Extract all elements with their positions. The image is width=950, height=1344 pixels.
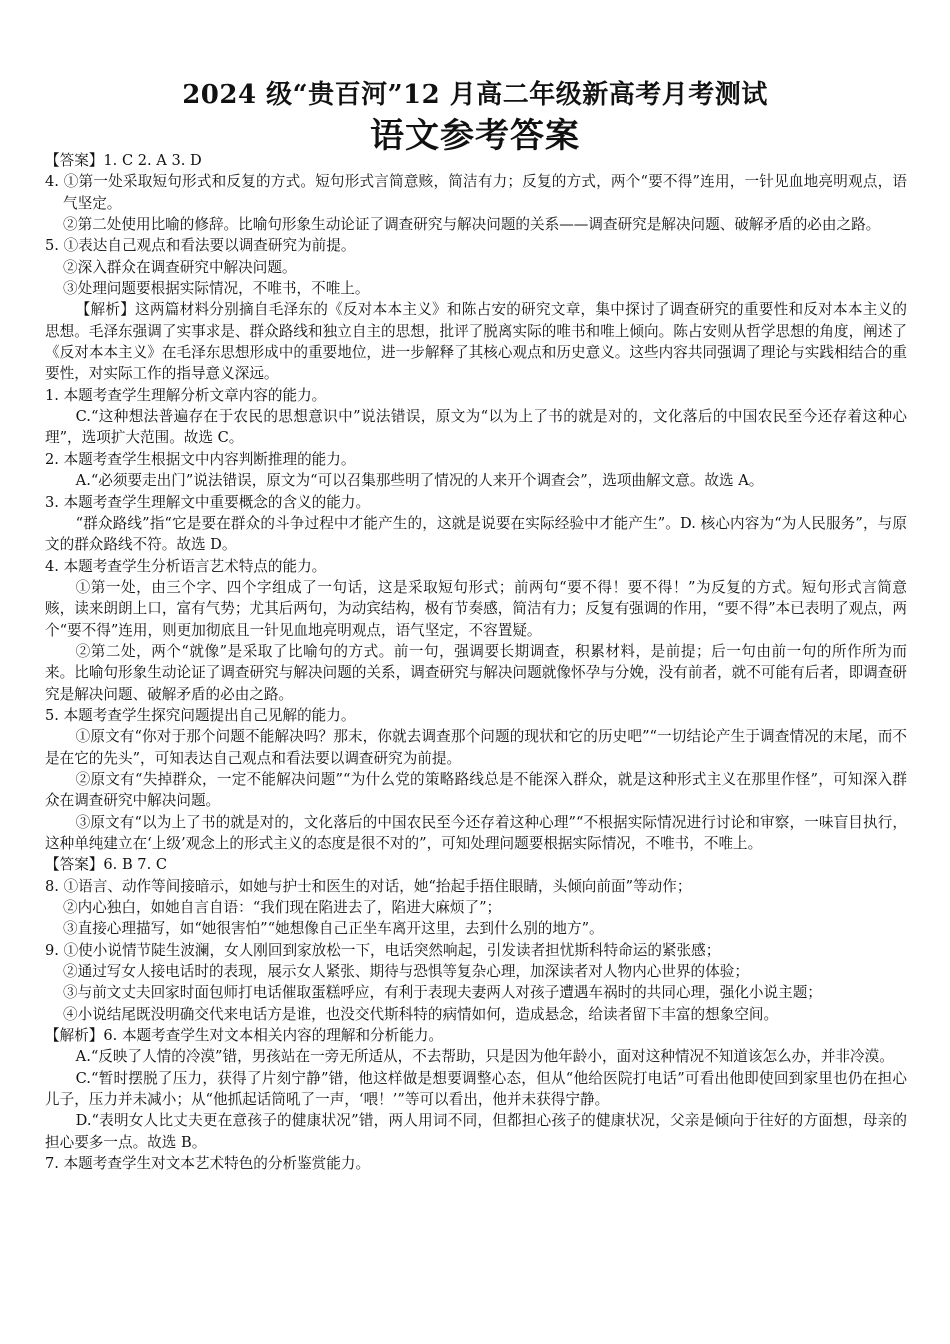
answer-line: ③直接心理描写，如“她很害怕”“她想像自己正坐车离开这里，去到什么别的地方”。 (63, 920, 604, 938)
analysis-paragraph: C.“暂时摆脱了压力，获得了片刻宁静”错，他这样做是想要调整心态，但从“他给医院打电话”可看出他即使回到家里也仍在担心儿子，压力并未减小；从“他抓起话筒吼了一声，‘喂！’”等可以看出，他并未获得宁静。 (45, 1069, 907, 1109)
answer-line: ③处理问题要根据实际情况，不唯书，不唯上。 (63, 280, 370, 298)
answer-line: 9. ①使小说情节陡生波澜，女人刚回到家放松一下，电话突然响起，引发读者担忧斯科特命运的紧张感； (45, 941, 721, 959)
answer-key-title: 语文参考答案 (370, 116, 580, 156)
analysis-paragraph: D.“表明女人比丈夫更在意孩子的健康状况”错，两人用词不同，但都担心孩子的健康状况，父亲是倾向于往好的方面想，母亲的担心要多一点。故选 B。 (45, 1112, 907, 1151)
answer-line: ②通过写女人接电话时的表现，展示女人紧张、期待与恐惧等复杂心理，加深读者对人物内心世界的体验； (63, 963, 749, 981)
analysis-paragraph: A.“反映了人情的冷漠”错，男孩站在一旁无所适从，不去帮助，只是因为他年龄小，面对这种情况不知道该怎么办，并非冷漠。 (75, 1048, 894, 1066)
answer-line: 5. ①表达自己观点和看法要以调查研究为前提。 (45, 237, 356, 255)
analysis-paragraph: 【解析】这两篇材料分别摘自毛泽东的《反对本本主义》和陈占安的研究文章，集中探讨了调查研究的重要性和反对本本主义的思想。毛泽东强调了实事求是、群众路线和独立自主的思想，批评了脱离实际的唯书和唯上倾向。陈占安则从哲学思想的角度，阐述了《反对本本主义》在毛泽东思想形成中的重要地位，进一步解释了其核心观点和历史意义。这些内容共同强调了理论与实践相结合的重要性，对实际工作的指导意义深远。 (45, 301, 907, 383)
answer-line: 【答案】6. B 7. C (45, 856, 168, 874)
answer-line: ②第二处使用比喻的修辞。比喻句形象生动论证了调查研究与解决问题的关系——调查研究是解决问题、破解矛盾的必由之路。 (63, 216, 881, 234)
answer-line: 8. ①语言、动作等间接暗示，如她与护士和医生的对话，她“抬起手捂住眼睛，头倾向前面”等动作； (45, 877, 692, 895)
analysis-paragraph: ②第二处，两个“就像”是采取了比喻句的方式。前一句，强调要长期调查，积累材料，是前提；后一句由前一句的所作所为而来。比喻句形象生动论证了调查研究与解决问题的关系，调查研究与解决问题就像怀孕与分娩，没有前者，就不可能有后者，即调查研究是解决问题、破解矛盾的必由之路。 (45, 642, 907, 703)
answer-content (45, 150, 907, 1175)
question-heading: 7. 本题考查学生对文本艺术特色的分析鉴赏能力。 (45, 1155, 371, 1173)
analysis-paragraph: “群众路线”指“它是要在群众的斗争过程中才能产生的，这就是说要在实际经验中才能产生”。D. 核心内容为“为人民服务”，与原文的群众路线不符。故选 D。 (45, 514, 907, 554)
question-heading: 2. 本题考查学生根据文中内容判断推理的能力。 (45, 450, 356, 468)
analysis-paragraph: ②原文有“失掉群众，一定不能解决问题”“为什么党的策略路线总是不能深入群众，就是这种形式主义在那里作怪”，可知深入群众在调查研究中解决问题。 (45, 770, 907, 810)
analysis-paragraph: A.“必须要走出门”说法错误，原文为“可以召集那些明了情况的人来开个调查会”，选项曲解文意。故选 A。 (75, 472, 764, 490)
question-heading: 1. 本题考查学生理解分析文章内容的能力。 (45, 386, 327, 404)
analysis-paragraph: ③原文有“以为上了书的就是对的，文化落后的中国农民至今还存着这种心理”“不根据实际情况进行讨论和审察，一味盲目执行，这种单纯建立在‘上级’观念上的形式主义的态度是很不对的”，可知处理问题要根据实际情况，不唯书，不唯上。 (45, 813, 907, 852)
answer-line: 4. ①第一处采取短句形式和反复的方式。短句形式言简意赅，简洁有力；反复的方式，两个“要不得”连用，一针见血地亮明观点，语气坚定。 (45, 173, 907, 212)
analysis-paragraph: ①第一处，由三个字、四个字组成了一句话，这是采取短句形式；前两句“要不得！要不得！”为反复的方式。短句形式言简意赅，读来朗朗上口，富有气势；尤其后两句，为动宾结构，极有节奏感，简洁有力；反复有强调的作用，“要不得”本已表明了观点，两个“要不得”连用，则更加彻底且一针见血地亮明观点，语气坚定，不容置疑。 (45, 578, 907, 639)
question-heading: 4. 本题考查学生分析语言艺术特点的能力。 (45, 557, 327, 575)
question-heading: 5. 本题考查学生探究问题提出自己见解的能力。 (45, 706, 356, 724)
exam-title: 2024 级“贵百河”12 月高二年级新高考月考测试 (182, 80, 768, 110)
question-heading: 【解析】6. 本题考查学生对文本相关内容的理解和分析能力。 (45, 1027, 444, 1045)
analysis-paragraph: ①原文有“你对于那个问题不能解决吗？那末，你就去调查那个问题的现状和它的历史吧”“一切结论产生于调查情况的末尾，而不是在它的先头”，可知表达自己观点和看法要以调查研究为前提。 (45, 728, 907, 767)
answer-line: ②内心独白，如她自言自语：“我们现在陷进去了，陷进大麻烦了”； (63, 899, 502, 917)
answer-line: ③与前文丈夫回家时面包师打电话催取蛋糕呼应，有利于表现夫妻两人对孩子遭遇车祸时的共同心理，强化小说主题； (63, 984, 822, 1002)
question-heading: 3. 本题考查学生理解文中重要概念的含义的能力。 (45, 493, 371, 511)
answer-line: 【答案】1. C 2. A 3. D (45, 152, 202, 169)
answer-line: ②深入群众在调查研究中解决问题。 (63, 258, 297, 276)
analysis-paragraph: C.“这种想法普遍存在于农民的思想意识中”说法错误，原文为“以为上了书的就是对的，文化落后的中国农民至今还存着这种心理”，选项扩大范围。故选 C。 (45, 408, 907, 447)
answer-line: ④小说结尾既没明确交代来电话方是谁，也没交代斯科特的病情如何，造成悬念，给读者留下丰富的想象空间。 (63, 1005, 779, 1023)
